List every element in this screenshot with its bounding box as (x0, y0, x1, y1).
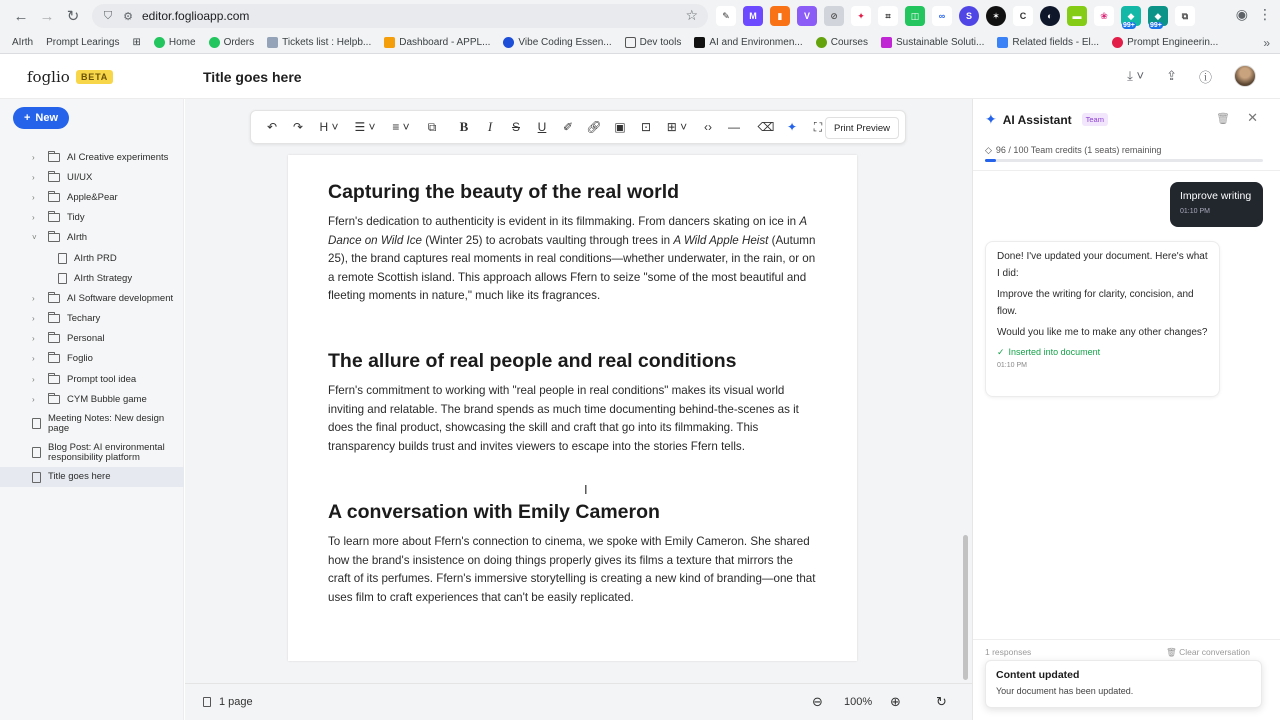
bookmark-label: AIrth (12, 37, 34, 48)
new-button[interactable] (13, 107, 69, 129)
extension-icon[interactable]: ⊘ (824, 6, 844, 26)
bookmark-item[interactable] (209, 37, 255, 48)
link-extension-icon[interactable]: ∞ (932, 6, 952, 26)
image-icon[interactable]: ▣ (614, 120, 626, 134)
italic-title: A Wild Apple Heist (673, 233, 769, 247)
heading-dropdown[interactable]: H ˅ (319, 120, 339, 134)
sidebar-item-label: AI Software development (67, 292, 174, 304)
chevron-right-icon[interactable]: › (32, 394, 35, 404)
document-icon (58, 273, 67, 284)
bookmark-label: Vibe Coding Essen... (518, 37, 612, 48)
inserted-status (997, 347, 1208, 358)
print-preview-button[interactable]: Print Preview (825, 117, 899, 139)
download-icon[interactable]: ⤓ ˅ (1127, 68, 1145, 83)
sidebar-item-label: Apple&Pear (67, 191, 118, 203)
bookmark-label: Prompt Learings (46, 37, 120, 48)
folder-icon (625, 37, 636, 48)
paragraph-text: (Winter 25) to acrobats vaulting through trees in (421, 233, 674, 247)
sidebar-folder[interactable] (0, 147, 184, 167)
bookmark-item[interactable] (694, 37, 802, 48)
ai-sparkle-icon[interactable]: ✦ (786, 120, 798, 134)
divider (973, 639, 1280, 640)
bookmark-favicon-icon (816, 37, 827, 48)
chevron-right-icon[interactable]: › (32, 192, 35, 202)
reload-icon[interactable]: ↻ (66, 8, 80, 25)
folder-icon (48, 153, 60, 162)
extension-badge-icon[interactable]: ◆ 99+ (1148, 6, 1168, 26)
style-icon[interactable]: ⧉ (427, 119, 437, 134)
folder-icon (48, 375, 60, 384)
redo-icon[interactable]: ↷ (292, 120, 304, 134)
page-count: 1 page (219, 696, 253, 708)
zoom-level[interactable]: 100% (844, 696, 873, 708)
bookmark-favicon-icon (154, 37, 165, 48)
editor-footer (185, 683, 972, 720)
apps-grid-icon[interactable]: ⊞ (132, 37, 141, 48)
sidebar-folder[interactable] (0, 349, 184, 369)
responses-count: 1 responses (985, 647, 1032, 657)
strikethrough-button[interactable]: S (511, 120, 520, 134)
sidebar-folder[interactable] (0, 369, 184, 389)
bookmark-item[interactable] (881, 37, 984, 48)
align-dropdown-icon[interactable]: ≡ ˅ (392, 120, 410, 134)
sidebar-folder[interactable] (0, 228, 184, 248)
formatting-toolbar (250, 110, 906, 144)
ai-panel-header (985, 111, 1108, 128)
document-icon (58, 253, 67, 264)
app-logo[interactable]: foglio (27, 68, 70, 86)
extension-icon[interactable]: ◫ (905, 6, 925, 26)
extensions-row (716, 6, 1195, 29)
bookmark-item[interactable] (12, 37, 33, 48)
folder-icon (48, 173, 60, 182)
folder-icon (48, 294, 60, 303)
assistant-message-text: Improve the writing for clarity, concision, and flow. (997, 289, 1194, 317)
folder-icon (48, 213, 60, 222)
chevron-right-icon[interactable]: › (32, 152, 35, 162)
chevron-right-icon[interactable]: › (32, 314, 35, 324)
sidebar (0, 99, 184, 720)
new-button-label: New (35, 112, 59, 124)
extension-badge-icon[interactable]: ◆ 99+ (1121, 6, 1141, 26)
horizontal-rule-icon[interactable]: — (728, 120, 740, 134)
extension-icon[interactable]: ❀ (1094, 6, 1114, 26)
bookmark-label: Sustainable Soluti... (895, 37, 985, 48)
link-icon[interactable]: 🔗︎ (586, 120, 602, 134)
folder-icon (48, 233, 60, 242)
credits-text (985, 145, 1161, 156)
bookmark-label: Related fields - El... (1012, 37, 1100, 48)
bookmark-favicon-icon (694, 37, 705, 48)
folder-icon (48, 193, 60, 202)
bookmark-favicon-icon (209, 37, 220, 48)
credits-progress-bar (985, 159, 1263, 162)
avatar[interactable] (1234, 65, 1256, 87)
app-header (0, 55, 1280, 99)
sidebar-document[interactable] (0, 409, 184, 438)
bookmark-favicon-icon (503, 37, 514, 48)
bookmark-item[interactable] (1112, 37, 1218, 48)
credits-icon: ◇ (985, 145, 992, 155)
bookmark-star-icon[interactable]: ☆ (685, 7, 698, 23)
bookmark-label: AI and Environmen... (709, 37, 803, 48)
assistant-message (985, 241, 1220, 397)
browser-menu-icon[interactable]: ⋮ (1258, 6, 1272, 22)
bookmark-item[interactable] (997, 37, 1099, 48)
highlight-icon[interactable]: ✐ (562, 120, 574, 134)
toast-body: Your document has been updated. (996, 686, 1134, 696)
assistant-message-text: Done! I've updated your document. Here's what I did: (997, 251, 1208, 279)
paragraph-text: Ffern's dedication to authenticity is evident in its filmmaking. From dancers skating on ice in (328, 215, 800, 228)
trash-icon[interactable]: 🗑︎ (1216, 113, 1230, 125)
bookmark-label: Home (168, 37, 196, 48)
heading-label: H (319, 120, 329, 134)
bookmark-label: Orders (223, 37, 255, 48)
sidebar-folder[interactable] (0, 167, 184, 187)
text-cursor-icon: I (584, 482, 588, 497)
forward-icon[interactable]: → (39, 7, 55, 25)
ai-sparkle-icon: ✦ (985, 111, 997, 127)
bookmark-label: Tickets list : Helpb... (282, 37, 372, 48)
back-icon[interactable]: ← (13, 7, 29, 25)
shield-icon[interactable]: ⛉ (103, 9, 113, 22)
credits-label: 96 / 100 Team credits (1 seats) remaining (995, 145, 1162, 155)
sidebar-document[interactable] (0, 248, 184, 268)
sidebar-folder[interactable] (0, 389, 184, 409)
bookmark-item[interactable] (384, 37, 490, 48)
sidebar-document[interactable] (0, 268, 184, 288)
chevron-right-icon[interactable]: › (32, 374, 35, 384)
bold-button[interactable]: B (459, 119, 469, 134)
heading-1[interactable]: Capturing the beauty of the real world (328, 181, 680, 203)
user-message-time: 01:10 PM (1180, 208, 1210, 215)
bookmark-label: Dashboard - APPL... (399, 37, 491, 48)
inserted-label: Inserted into document (1008, 347, 1101, 357)
extension-icon[interactable]: M (743, 6, 763, 26)
sidebar-folder[interactable] (0, 187, 184, 207)
extension-icon[interactable]: ▬ (1067, 6, 1087, 26)
sidebar-item-label: Foglio (67, 353, 93, 365)
sidebar-item-label: Title goes here (48, 471, 111, 483)
extension-icon[interactable]: V (797, 6, 817, 26)
eraser-icon[interactable]: ⌫ (757, 120, 775, 134)
assistant-message-text: Would you like me to make any other changes? (997, 327, 1208, 338)
team-badge: Team (1082, 113, 1108, 126)
bookmark-item[interactable] (816, 37, 868, 48)
clear-conversation-label: Clear conversation (1179, 647, 1250, 657)
paragraph-text: (Autumn 25), the brand captures real moments in real conditions—whether underwater, in the rain, or on a remote Scottish island. This approach allows Ffern to seize "some of the most beautiful and fleeting moments in nature," much like its fragrances. (328, 233, 816, 303)
bookmark-item[interactable] (267, 37, 371, 48)
trash-icon: 🗑︎ (1165, 647, 1177, 657)
profile-icon[interactable]: ◉ (1235, 6, 1248, 22)
italic-button[interactable]: I (487, 119, 493, 134)
editor-scrollbar[interactable] (963, 535, 968, 680)
credits-progress-fill (985, 159, 996, 162)
extension-icon[interactable]: C (1013, 6, 1033, 26)
heading-3[interactable]: A conversation with Emily Cameron (328, 501, 660, 523)
clear-conversation-button[interactable] (1166, 647, 1250, 658)
url-text[interactable]: editor.foglioapp.com (142, 9, 250, 23)
sidebar-document[interactable] (0, 438, 184, 467)
folder-icon (48, 314, 60, 323)
extension-badge-count: 99+ (1123, 22, 1135, 29)
help-icon[interactable]: ⓘ (1198, 69, 1212, 85)
document-icon (32, 418, 41, 429)
extension-icon[interactable]: ⌗ (878, 6, 898, 26)
browser-toolbar (0, 0, 1280, 32)
bookmark-folder[interactable] (625, 37, 682, 48)
toast-title: Content updated (996, 669, 1080, 681)
folder-icon (48, 354, 60, 363)
assistant-message-time: 01:10 PM (997, 361, 1027, 369)
underline-button[interactable]: U (537, 120, 547, 134)
extension-badge-count: 99+ (1150, 22, 1162, 29)
heading-2[interactable]: The allure of real people and real conditions (328, 350, 737, 372)
folder-icon (48, 395, 60, 404)
chevron-down-icon[interactable]: ˅ (32, 233, 37, 243)
ai-assistant-panel (972, 99, 1280, 720)
header-actions (1127, 65, 1256, 87)
sidebar-folder[interactable] (0, 309, 184, 329)
sidebar-item-label: Meeting Notes: New design page (48, 412, 165, 434)
sidebar-item-label: Prompt tool idea (67, 373, 137, 385)
beta-badge: BETA (76, 70, 113, 84)
page-icon (203, 697, 211, 707)
code-icon[interactable]: ‹› (704, 120, 712, 134)
sidebar-item-label: CYM Bubble game (67, 393, 147, 405)
sidebar-item-label: AIrth PRD (74, 252, 117, 264)
embed-icon[interactable]: ⊡ (640, 120, 652, 134)
bookmark-item[interactable] (46, 37, 119, 48)
zoom-in-icon[interactable]: ⊕ (890, 694, 901, 709)
zoom-out-icon[interactable]: ⊖ (812, 694, 823, 709)
document-icon (32, 447, 41, 458)
sidebar-item-label: Personal (67, 333, 105, 345)
paragraph-1[interactable] (328, 213, 816, 306)
paragraph-2[interactable]: Ffern's commitment to working with "real people in real conditions" makes its visual world inviting and relatable. The brand spends as much time documenting behind-the-scenes as it does the final product, showcasing the skill and craft that go into its filmmaking. This transparency builds trust and invites viewers to escape into the stories Ffern tells. (328, 384, 799, 453)
chevron-right-icon[interactable]: › (32, 334, 35, 344)
bookmarks-bar (0, 32, 1280, 54)
sidebar-item-label: Tidy (67, 212, 85, 224)
chevron-right-icon[interactable]: › (32, 172, 35, 182)
sidebar-item-label: Blog Post: AI environmental responsibility platform (48, 441, 165, 463)
sidebar-folder[interactable] (0, 329, 184, 349)
bookmark-favicon-icon (997, 37, 1008, 48)
toast-notification[interactable] (985, 660, 1262, 708)
address-bar[interactable] (92, 4, 708, 28)
divider (973, 170, 1280, 171)
undo-icon[interactable]: ↶ (266, 120, 278, 134)
check-icon: ✓ (997, 346, 1005, 357)
close-icon[interactable]: ✕ (1247, 110, 1258, 125)
browser-menu-area (1236, 6, 1272, 23)
extension-icon[interactable]: ✶ (986, 6, 1006, 26)
bookmark-label: Prompt Engineerin... (1127, 37, 1219, 48)
document-title[interactable]: Title goes here (203, 69, 302, 85)
user-message-text: Improve writing (1180, 190, 1252, 202)
sidebar-item-label: UI/UX (67, 171, 93, 183)
bookmark-label: Dev tools (639, 37, 682, 48)
sidebar-item-label: Techary (67, 313, 101, 325)
bookmark-favicon-icon (267, 37, 278, 48)
sidebar-item-label: AI Creative experiments (67, 151, 169, 163)
document-icon (32, 472, 41, 483)
paragraph-3[interactable]: To learn more about Ffern's connection to cinema, we spoke with Emily Cameron. She shared how the brand's insistence on doing things properly gives its films a texture that mirrors the craft of its perfumes. Ffern's immersive storytelling is creating a new kind of branding—one that uses film to craft experiences that can't be easily replicated. (328, 535, 816, 604)
bookmark-favicon-icon (881, 37, 892, 48)
chevron-right-icon[interactable]: › (32, 213, 35, 223)
ai-panel-title: AI Assistant (1002, 112, 1072, 127)
sidebar-folder[interactable] (0, 208, 184, 228)
user-message (1170, 182, 1263, 227)
extension-icon[interactable]: ◐ (1040, 6, 1060, 26)
share-icon[interactable]: ⇪ (1166, 68, 1177, 83)
extension-icon[interactable]: ✦ (851, 6, 871, 26)
sidebar-item-label: AIrth (67, 232, 88, 244)
extension-icon[interactable]: ▮ (770, 6, 790, 26)
reset-zoom-icon[interactable]: ↻ (936, 694, 947, 709)
bookmark-item[interactable] (154, 37, 196, 48)
bookmark-favicon-icon (1112, 37, 1123, 48)
table-dropdown-icon[interactable]: ⊞ ˅ (666, 120, 688, 134)
sidebar-item-label: AIrth Strategy (74, 272, 133, 284)
sidebar-document-active[interactable] (0, 467, 184, 487)
document-tree (0, 147, 184, 487)
site-settings-icon[interactable]: ⚙ (123, 10, 133, 23)
bookmarks-overflow-icon[interactable]: » (1263, 36, 1270, 50)
bookmark-favicon-icon (384, 37, 395, 48)
pen-extension-icon[interactable]: ✎ (716, 6, 736, 26)
sidebar-folder[interactable] (0, 288, 184, 308)
folder-icon (48, 334, 60, 343)
bookmark-label: Courses (830, 37, 868, 48)
document-page[interactable] (288, 155, 857, 661)
bookmark-item[interactable] (503, 37, 611, 48)
fullscreen-icon[interactable]: ⛶ (813, 119, 823, 134)
list-dropdown-icon[interactable]: ☰ ˅ (354, 120, 376, 134)
extension-icon[interactable]: S (959, 6, 979, 26)
chevron-right-icon[interactable]: › (32, 354, 35, 364)
plus-icon: + (23, 112, 31, 124)
italic-title: A Dance on Wild Ice (328, 215, 807, 247)
chevron-right-icon[interactable]: › (32, 293, 35, 303)
puzzle-extensions-icon[interactable]: ⧉ (1175, 6, 1195, 26)
